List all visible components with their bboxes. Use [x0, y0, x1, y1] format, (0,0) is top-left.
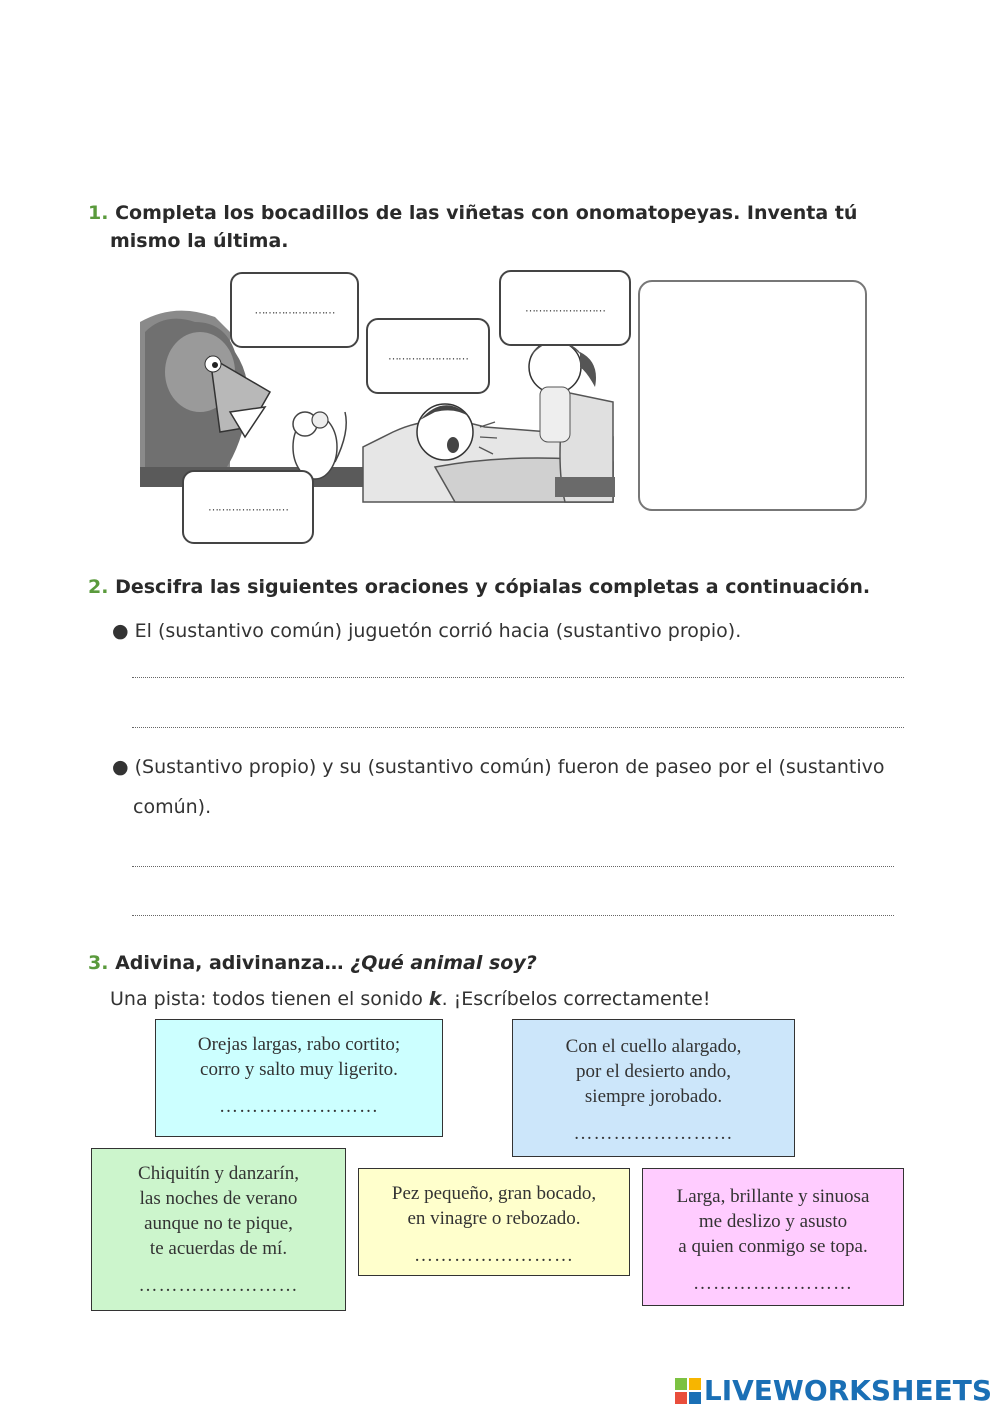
blank-panel-box[interactable] [638, 280, 867, 511]
answer-field[interactable]: …………………… [138, 1275, 299, 1296]
riddle-box-mosquito: Chiquitín y danzarín, las noches de verano aunque no te pique, te acuerdas de mí. …………………… [91, 1148, 346, 1311]
question-number: 1. [88, 202, 109, 224]
logo-icon [675, 1378, 701, 1404]
speech-bubble[interactable]: …………………… [499, 270, 631, 346]
answer-line[interactable] [132, 866, 894, 867]
question-number: 2. [88, 576, 109, 598]
answer-field[interactable]: …………………… [414, 1245, 574, 1266]
riddle-box-anchovy: Pez pequeño, gran bocado, en vinagre o rebozado. …………………… [358, 1168, 630, 1276]
question-3-title [88, 950, 537, 977]
hint-letter: k [428, 988, 442, 1010]
question-1-title [88, 200, 857, 227]
answer-line[interactable] [132, 915, 894, 916]
question-text: Descifra las siguientes oraciones y cópialas completas a continuación. [115, 576, 871, 598]
riddle-box-snake: Larga, brillante y sinuosa me deslizo y asusto a quien conmigo se topa. …………………… [642, 1168, 904, 1306]
question-text: Completa los bocadillos de las viñetas con onomatopeyas. Inventa tú [115, 202, 858, 224]
question-1-title-cont: mismo la última. [110, 230, 289, 252]
answer-line[interactable] [132, 677, 904, 678]
speech-bubble[interactable]: …………………… [230, 272, 359, 348]
question-text-italic: ¿Qué animal soy? [350, 952, 537, 974]
question-2-title [88, 574, 870, 601]
sentence-2-cont: común). [133, 796, 212, 818]
riddle-box-rabbit: Orejas largas, rabo cortito; corro y salto muy ligerito. …………………… [155, 1019, 443, 1137]
speech-bubble[interactable]: …………………… [182, 470, 314, 544]
sentence-1: ● El (sustantivo común) juguetón corrió hacia (sustantivo propio). [112, 620, 742, 642]
answer-line[interactable] [132, 727, 904, 728]
answer-field[interactable]: …………………… [573, 1123, 734, 1144]
question-text: Adivina, adivinanza… [115, 952, 344, 974]
question-number: 3. [88, 952, 109, 974]
riddle-box-camel: Con el cuello alargado, por el desierto ando, siempre jorobado. …………………… [512, 1019, 795, 1157]
liveworksheets-logo: LIVEWORKSHEETS [675, 1374, 992, 1407]
speech-bubble[interactable]: …………………… [366, 318, 490, 394]
answer-field[interactable]: …………………… [693, 1273, 853, 1294]
hint-text: Una pista: todos tienen el sonido k. ¡Escríbelos correctamente! [110, 988, 711, 1010]
answer-field[interactable]: …………………… [219, 1096, 379, 1117]
sentence-2: ● (Sustantivo propio) y su (sustantivo común) fueron de paseo por el (sustantivo [112, 756, 885, 778]
